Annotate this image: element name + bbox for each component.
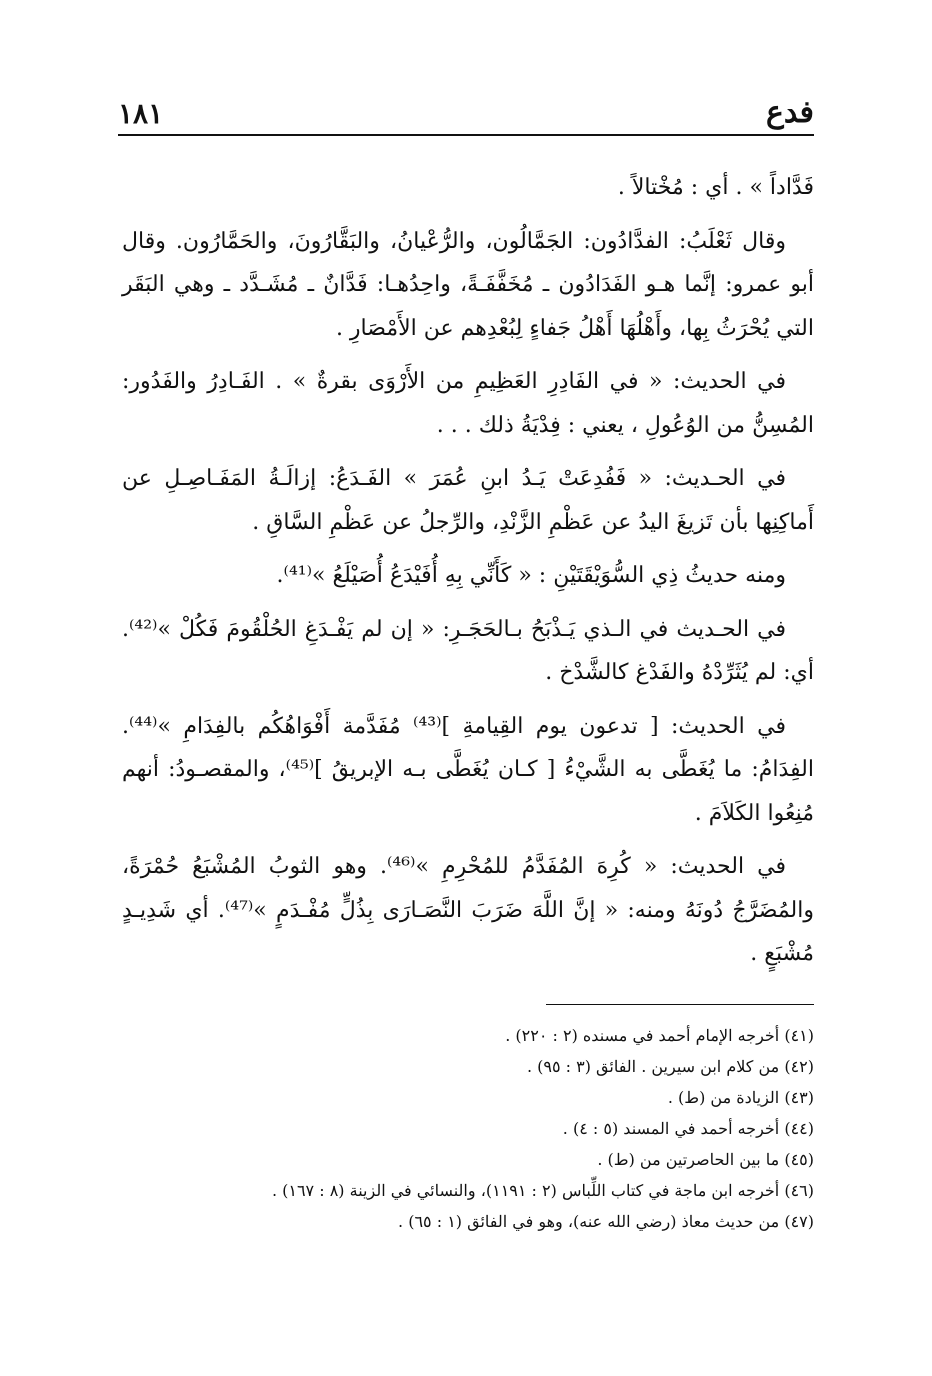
- paragraph: في الحـديث في الـذي يَـذْبَحُ بـالحَجَـرِ: « إن لم يَفْـدَغِ الحُلْقُومَ فَكُلْ »⁽⁴²⁾. أي: لم يُثَرِّدْهُ والفَدْغ كالشَّدْخ .: [122, 616, 814, 685]
- page-header: [118, 86, 814, 130]
- footnote: (٤٧) من حديث معاذ (رضي الله عنه)، وهو في الفائق (١ : ٦٥) .: [398, 1212, 814, 1231]
- footnotes: [118, 1020, 814, 1237]
- footnote: (٤٣) الزيادة من (ط) .: [667, 1088, 814, 1107]
- footnote: (٤١) أخرجه الإمام أحمد في مسنده (٢ : ٢٢٠) .: [505, 1026, 814, 1045]
- paragraph: في الحـديث: « فَفُدِعَتْ يَـدُ ابنِ عُمَرَ » الفَـدَعُ: إزالَـةُ المَفَـاصِـلِ عن أَماكِنِها بأن تَزيغَ اليدُ عن عَظْمِ الزَّنْدِ، والرِّجلُ عن عَظْمِ السَّاقِ .: [122, 466, 814, 535]
- paragraph: في الحديث: « في الفَادِرِ العَظِيمِ من الأَرْوَى بقرةٌ » . الفَـادِرُ والفَدُور: المُسِنُّ من الوُعُولِ ، يعني : فِدْيَةُ ذلك . . .: [122, 369, 814, 438]
- footnote: (٤٢) من كلام ابن سيرين . الفائق (٣ : ٩٥) .: [526, 1057, 814, 1076]
- paragraph: في الحديث: « كُرِهَ المُفَدَّمُ للمُحْرِمِ »⁽⁴⁶⁾. وهو الثوبُ المُشْبَعُ حُمْرَةً، والمُضَرَّجُ دُونَهُ ومنه: « إنَّ اللَّهَ ضَرَبَ النَّصَـارَى بِذُلٍّ مُفْـدَمٍ »⁽⁴⁷⁾. أي شَدِيـدٍ مُشْبَعٍ .: [122, 854, 814, 966]
- paragraph: وقال ثَعْلَبُ: الفدَّادُون: الجَمَّالُون، والرُّعْيانُ، والبَقَّارُونَ، والحَمَّارُون. وقال أبو عمرو: إنَّما هـو الفَدَادُون ـ مُخَفَّفَـةً، واحِدُهـا: فَدَّانٌ ـ مُشَـدَّد ـ وهي البَقَر التي يُحْرَثُ بِها، وأَهْلُهَا أَهْلُ جَفاءٍ لِبُعْدِهم عن الأَمْصَارِ .: [122, 228, 814, 341]
- header-divider: [118, 134, 814, 136]
- main-text: [122, 166, 814, 986]
- paragraph: فَدَّاداً » . أي : مُخْتالاً .: [617, 175, 814, 200]
- page-number: ١٨١: [118, 97, 164, 130]
- footnote: (٤٦) أخرجه ابن ماجة في كتاب اللِّباس (٢ : ١١٩١)، والنسائي في الزينة (٨ : ١٦٧) .: [271, 1181, 814, 1200]
- footnote: (٤٥) ما بين الحاصرتين من (ط) .: [597, 1150, 814, 1169]
- paragraph: ومنه حديثُ ذِي السُّوَيْقَتَيْنِ : « كَأَنِّي بِهِ أُفَيْدَعُ أُصَيْلَعُ »⁽⁴¹⁾.: [276, 563, 786, 588]
- entry-heading: فدع: [766, 95, 814, 130]
- paragraph: في الحديث: [ تدعون يوم القِيامةِ ]⁽⁴³⁾ مُفَدَّمة أَفْوَاهُكُم بالفِدَامِ »⁽⁴⁴⁾. الفِدَامُ: ما يُغَطَّى به الشَّيْءُ [ كـان يُغَطَّى بـه الإبريقُ ]⁽⁴⁵⁾، والمقصـودُ: أنهم مُنِعُوا الكَلاَمَ .: [122, 713, 814, 826]
- footnote-divider: [546, 1004, 814, 1005]
- footnote: (٤٤) أخرجه أحمد في المسند (٥ : ٤) .: [562, 1119, 814, 1138]
